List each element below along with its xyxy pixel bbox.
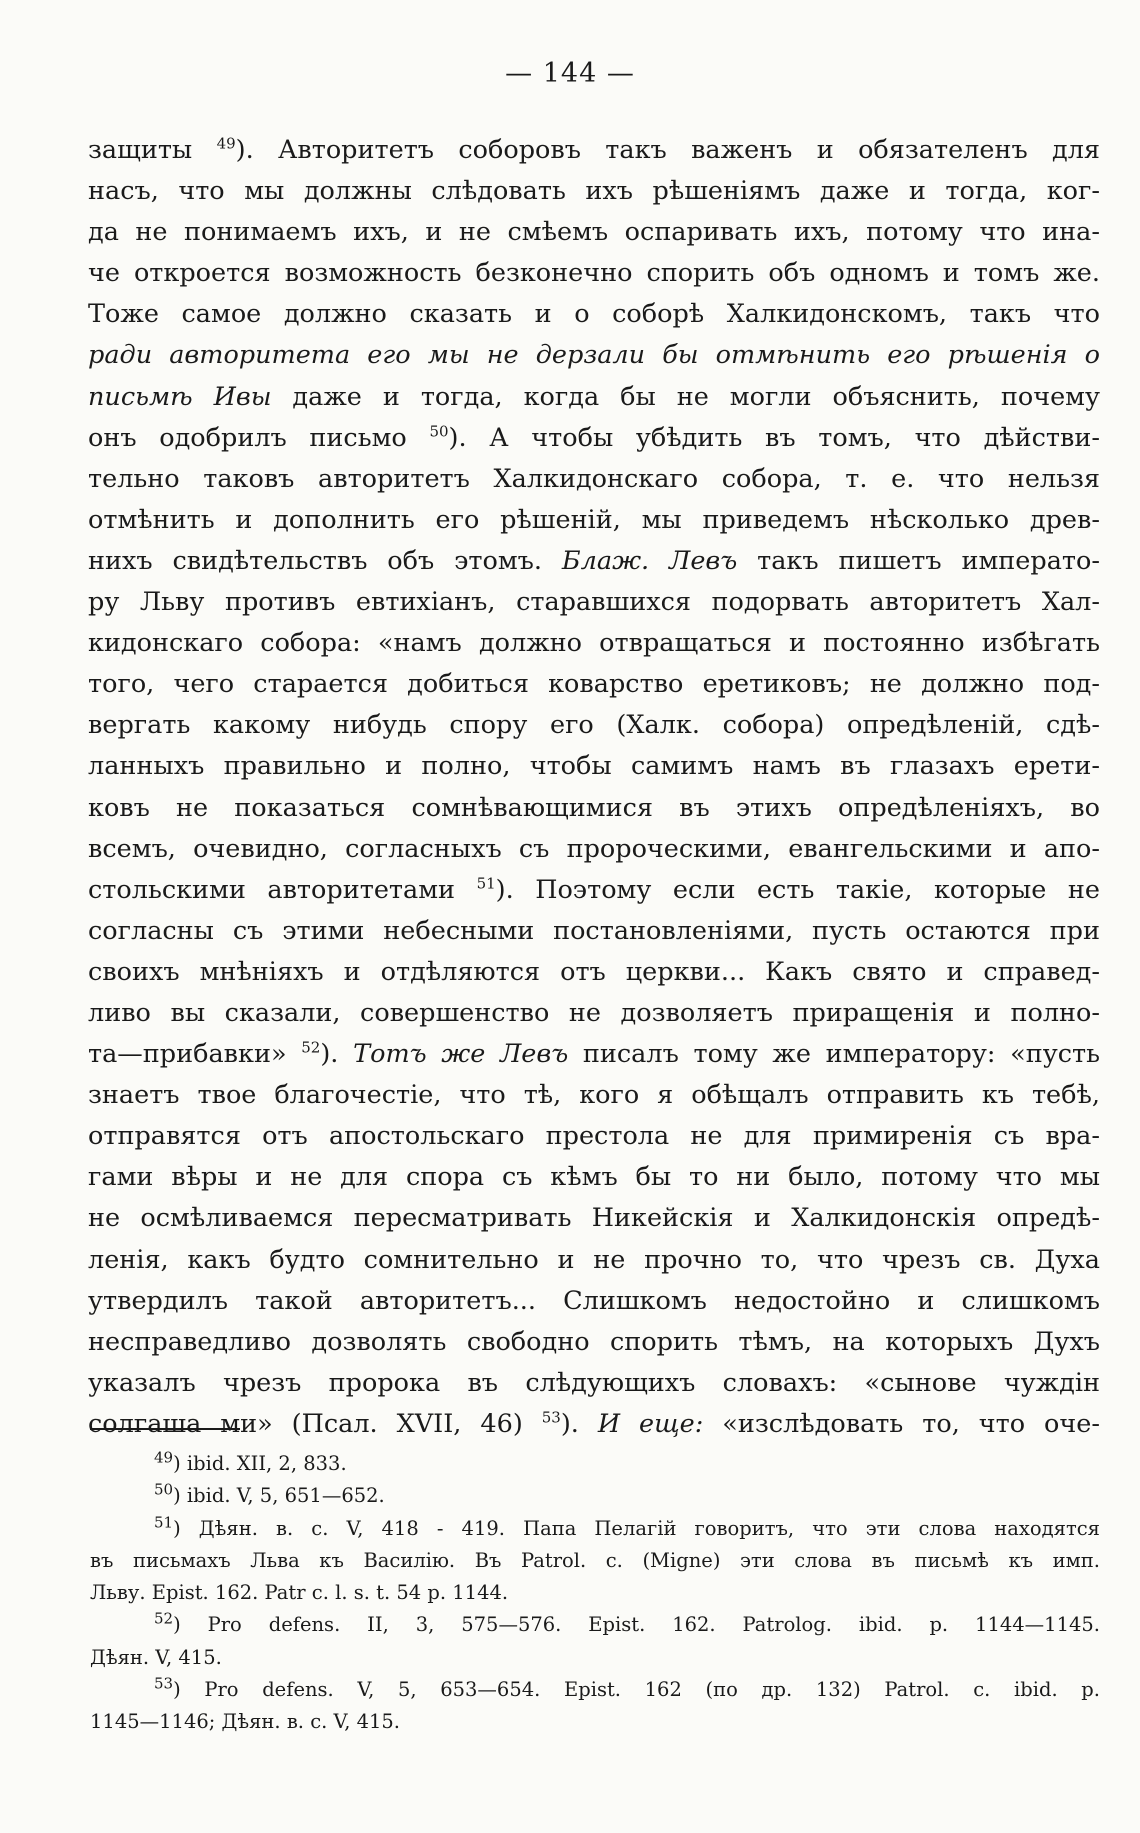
text-run: писалъ тому же императору: «пусть: [568, 1039, 1100, 1070]
text-run: даже и тогда, когда бы не могли объяснить, почему: [271, 381, 1100, 412]
text-run: ). Авторитетъ соборовъ такъ важенъ и обязателенъ для: [235, 135, 1100, 165]
footnote-reference: 52: [301, 1038, 321, 1057]
text-run: Тоже самое должно сказать и о соборѣ Халкидонскомъ, такъ что: [88, 299, 1100, 330]
text-line: [88, 459, 1100, 500]
text-run: ). А чтобы убѣдить въ томъ, что дѣйстви-: [448, 422, 1100, 453]
footnote-reference: 50: [429, 422, 449, 441]
text-line: [88, 952, 1100, 993]
italic-text: Блаж. Левъ: [561, 545, 738, 576]
text-run: кидонскаго собора: «намъ должно отвращаться и постоянно избѣгать: [88, 628, 1100, 659]
text-run: своихъ мнѣніяхъ и отдѣляются отъ церкви... Какъ свято и справед-: [88, 956, 1100, 987]
text-run: въ письмахъ Льва къ Василію. Въ Patrol. c. (Migne) эти слова въ письмѣ къ имп.: [90, 1548, 1100, 1572]
text-line: [88, 664, 1100, 705]
body-text: [88, 130, 1100, 1445]
text-line: [88, 253, 1100, 294]
text-run: ленія, какъ будто сомнительно и не прочно то, что чрезъ св. Духа: [88, 1244, 1100, 1275]
footnote-line: [90, 1674, 1100, 1706]
footnote-reference: 53: [541, 1408, 561, 1427]
text-line: [88, 1281, 1100, 1322]
text-line: [88, 1075, 1100, 1116]
footnote-reference: 50: [154, 1480, 174, 1499]
text-run: та—прибавки»: [88, 1039, 302, 1070]
footnote-separator: [90, 1428, 240, 1430]
text-run: вергать какому нибудь спору его (Халк. собора) опредѣленій, сдѣ-: [88, 710, 1100, 741]
text-line: [88, 418, 1100, 459]
text-line: [88, 582, 1100, 623]
text-line: [88, 993, 1100, 1034]
footnote-reference: 51: [476, 874, 496, 893]
italic-text: ради авторитета его мы не дерзали бы отмѣнить его рѣшенія о: [88, 340, 1100, 371]
footnote-line: [90, 1448, 1100, 1480]
footnote-reference: 49: [216, 134, 236, 153]
text-line: [88, 1116, 1100, 1157]
footnote-reference: 53: [154, 1674, 174, 1693]
text-run: того, чего старается добиться коварство еретиковъ; не должно под-: [88, 669, 1100, 700]
text-line: [88, 705, 1100, 746]
text-line: [88, 377, 1100, 418]
text-line: [88, 1322, 1100, 1363]
text-line: [88, 870, 1100, 911]
text-line: [88, 788, 1100, 829]
footnote-line: [90, 1545, 1100, 1577]
text-line: [88, 171, 1100, 212]
text-run: не осмѣливаемся пересматривать Никейскія и Халкидонскія опредѣ-: [88, 1203, 1100, 1234]
text-run: ) ibid. V, 5, 651—652.: [173, 1484, 385, 1508]
text-run: нихъ свидѣтельствъ объ этомъ.: [88, 545, 562, 576]
footnote-line: [90, 1513, 1100, 1545]
text-line: [88, 294, 1100, 335]
footnote-reference: 51: [154, 1513, 174, 1532]
text-run: ланныхъ правильно и полно, чтобы самимъ намъ въ глазахъ ерети-: [88, 751, 1100, 782]
text-line: [88, 1034, 1100, 1075]
text-run: несправедливо дозволять свободно спорить тѣмъ, на которыхъ Духъ: [88, 1326, 1100, 1357]
text-run: «изслѣдовать то, что оче-: [703, 1408, 1100, 1439]
footnote-line: [90, 1577, 1100, 1609]
footnote-line: [90, 1480, 1100, 1512]
text-run: ливо вы сказали, совершенство не дозволяетъ приращенія и полно-: [88, 997, 1100, 1028]
text-run: ). Поэтому если есть такіе, которые не: [495, 874, 1100, 905]
text-run: ).: [320, 1039, 354, 1070]
text-run: гами вѣры и не для спора съ кѣмъ бы то ни было, потому что мы: [88, 1162, 1100, 1193]
italic-text: Тотъ же Левъ: [353, 1039, 569, 1070]
text-run: всемъ, очевидно, согласныхъ съ пророческими, евангельскими и апо-: [88, 833, 1100, 864]
text-run: такъ пишетъ императо-: [737, 545, 1100, 576]
text-run: тельно таковъ авторитетъ Халкидонскаго собора, т. е. что нельзя: [88, 463, 1100, 494]
footnote-line: [90, 1642, 1100, 1674]
italic-text: И еще:: [597, 1408, 704, 1439]
text-run: 1145—1146; Дѣян. в. с. V, 415.: [90, 1710, 401, 1734]
text-run: ковъ не показаться сомнѣвающимися въ этихъ опредѣленіяхъ, во: [88, 792, 1100, 823]
text-line: [88, 541, 1100, 582]
page-number: — 144 —: [505, 58, 635, 89]
text-run: ) Pro defens. V, 5, 653—654. Epist. 162 (по др. 132) Patrol. c. ibid. p.: [173, 1678, 1100, 1702]
text-run: отмѣнить и дополнить его рѣшеній, мы приведемъ нѣсколько древ-: [88, 504, 1100, 535]
text-run: отправятся отъ апостольскаго престола не для примиренія съ вра-: [88, 1121, 1100, 1152]
text-line: [88, 746, 1100, 787]
text-run: указалъ чрезъ пророка въ слѣдующихъ словахъ: «сынове чуждін: [88, 1367, 1100, 1398]
italic-text: письмѣ Ивы: [88, 381, 272, 412]
text-run: ).: [560, 1408, 598, 1439]
text-run: че откроется возможность безконечно спорить объ одномъ и томъ же.: [88, 258, 1100, 289]
text-line: [88, 1404, 1100, 1445]
text-run: согласны съ этими небесными постановленіями, пусть остаются при: [88, 915, 1100, 946]
text-run: ру Льву противъ евтихіанъ, старавшихся подорвать авторитетъ Хал-: [88, 587, 1100, 618]
text-line: [88, 130, 1100, 171]
footnote-reference: 49: [154, 1448, 174, 1467]
text-run: Дѣян. V, 415.: [90, 1645, 222, 1669]
text-run: Льву. Epist. 162. Patr c. l. s. t. 54 p. 1144.: [90, 1581, 509, 1605]
text-line: [88, 335, 1100, 376]
text-line: [88, 1157, 1100, 1198]
footnote-line: [90, 1706, 1100, 1738]
text-line: [88, 1363, 1100, 1404]
text-run: ) Дѣян. в. с. V, 418 - 419. Папа Пелагій говоритъ, что эти слова находятся: [173, 1516, 1100, 1540]
text-run: насъ, что мы должны слѣдовать ихъ рѣшеніямъ даже и тогда, ког-: [88, 176, 1100, 207]
text-run: стольскими авторитетами: [88, 874, 477, 905]
text-line: [88, 623, 1100, 664]
text-run: да не понимаемъ ихъ, и не смѣемъ оспаривать ихъ, потому что ина-: [88, 217, 1100, 248]
text-run: онъ одобрилъ письмо: [88, 422, 430, 453]
text-run: ) ibid. XII, 2, 833.: [173, 1452, 347, 1475]
text-line: [88, 1240, 1100, 1281]
footnote-line: [90, 1609, 1100, 1641]
text-line: [88, 500, 1100, 541]
text-run: знаетъ твое благочестіе, что тѣ, кого я обѣщалъ отправить къ тебѣ,: [88, 1080, 1100, 1111]
text-run: ) Pro defens. II, 3, 575—576. Epist. 162. Patrolog. ibid. p. 1144—1145.: [173, 1613, 1100, 1637]
footnote-reference: 52: [154, 1609, 174, 1628]
text-line: [88, 1198, 1100, 1239]
text-run: солгаша ми» (Псал. XVII, 46): [88, 1408, 542, 1439]
text-line: [88, 212, 1100, 253]
text-run: утвердилъ такой авторитетъ... Слишкомъ недостойно и слишкомъ: [88, 1285, 1100, 1316]
text-line: [88, 911, 1100, 952]
footnotes: [90, 1448, 1100, 1739]
text-run: защиты: [88, 135, 217, 165]
text-line: [88, 829, 1100, 870]
